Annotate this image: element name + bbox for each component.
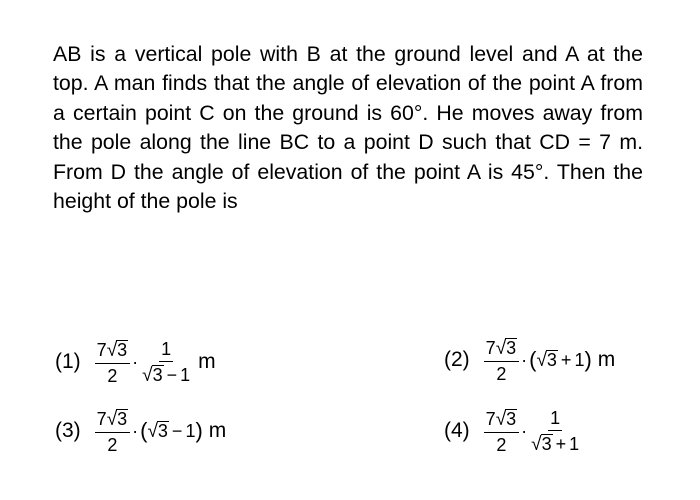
option-2[interactable]: (2) 7 √ 3 2 · ( √ 3 + 1 ) m xyxy=(444,337,616,384)
fraction-seven-root-three-over-two: 7 √ 3 2 xyxy=(484,338,519,383)
option-4[interactable]: (4) 7 √ 3 2 · 1 √ 3 + 1 xyxy=(444,408,580,455)
option-3[interactable]: (3) 7 √ 3 2 · ( √ 3 − 1 ) m xyxy=(55,408,227,455)
option-label: (3) xyxy=(55,419,81,443)
parenthesized-expression: ( √ 3 − 1 ) xyxy=(140,418,203,444)
parenthesized-expression: ( √ 3 + 1 ) xyxy=(529,347,592,373)
fraction-seven-root-three-over-two: 7 √ 3 2 xyxy=(95,340,130,385)
fraction-seven-root-three-over-two: 7 √ 3 2 xyxy=(484,409,519,454)
unit: m xyxy=(597,348,616,372)
fraction-second: 1 √ 3 + 1 xyxy=(531,408,580,455)
unit: m xyxy=(208,419,227,443)
option-label: (2) xyxy=(444,348,470,372)
fraction-seven-root-three-over-two: 7 √ 3 2 xyxy=(95,409,130,454)
unit: m xyxy=(198,350,216,374)
question-text: AB is a vertical pole with B at the ground level and A at the top. A man finds that the angle of elevation of the point A from a certain point C on the ground is 60°. He moves away from the pole along the line BC to a point D such that CD = 7 m. From D the angle of elevation of the point A is 45°. Then the height of the pole is xyxy=(53,42,643,214)
option-label: (1) xyxy=(55,350,81,374)
option-1[interactable]: (1) 7 √ 3 2 · 1 √ 3 − 1 m xyxy=(55,339,216,386)
option-label: (4) xyxy=(444,419,470,443)
fraction-second: 1 √ 3 − 1 xyxy=(142,339,191,386)
